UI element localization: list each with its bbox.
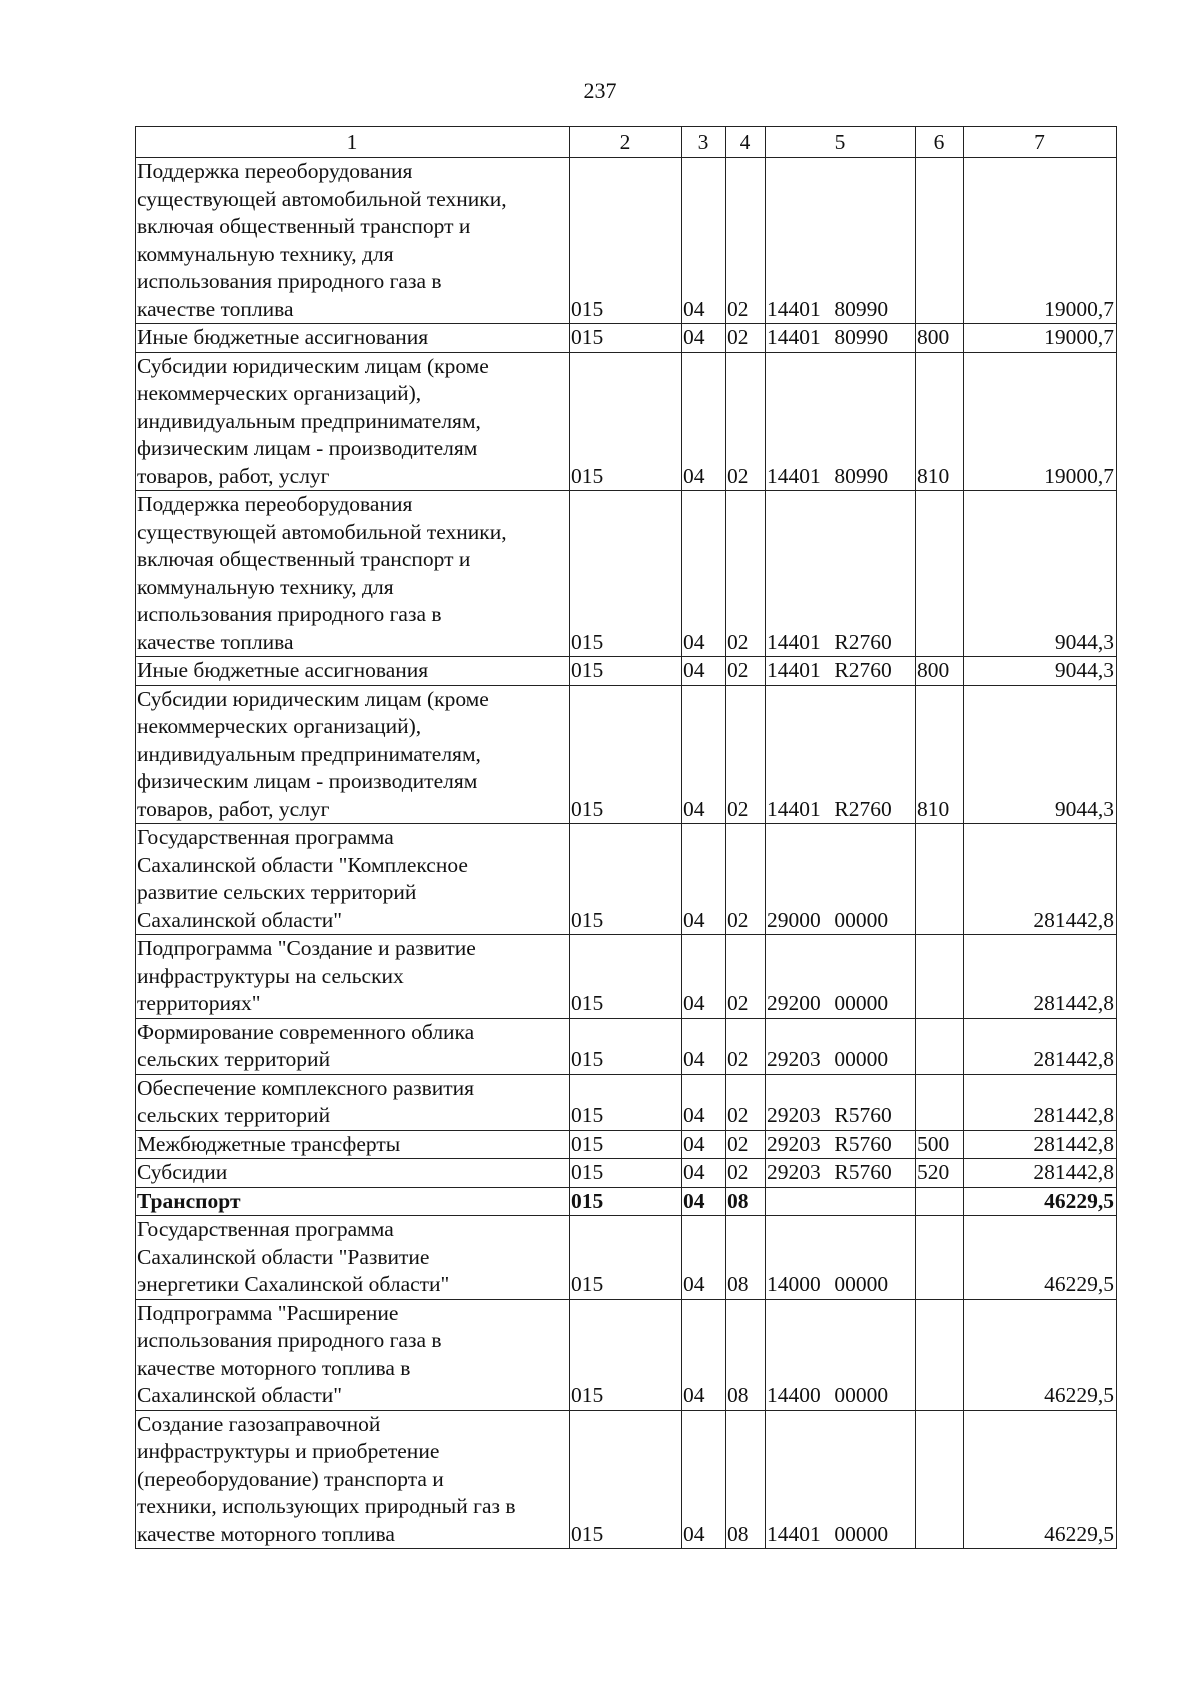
code-part-a: 29000 [767,907,821,932]
row-name-cell: Субсидии юридическим лицам (кроме некоммерческих организаций), индивидуальным предпринимателям, физическим лицам - производителям товаров, работ, услуг [136,685,570,824]
row-col2-cell: 015 [570,1216,682,1300]
header-cell-2: 2 [570,127,682,158]
table-row [136,1216,1117,1300]
row-code-cell [766,935,916,1019]
code-part-a: 29203 [767,1047,821,1071]
row-code-cell [766,1410,916,1549]
code-part-a: 14401 [767,296,821,321]
row-col2-cell: 015 [570,824,682,935]
row-col3-cell: 04 [682,1130,726,1159]
row-col6-cell [916,491,964,657]
row-amount-cell: 281442,8 [964,1159,1117,1188]
code-part-b: R5760 [834,1160,892,1184]
row-col6-cell: 500 [916,1130,964,1159]
row-col6-cell [916,1018,964,1074]
table-row [136,1130,1117,1159]
row-col6-cell [916,824,964,935]
table-row [136,935,1117,1019]
row-amount-cell: 281442,8 [964,1018,1117,1074]
row-amount-cell: 19000,7 [964,352,1117,491]
row-amount-cell: 281442,8 [964,935,1117,1019]
code-part-b: 80990 [834,296,889,321]
row-col6-cell: 800 [916,324,964,353]
header-cell-5: 5 [766,127,916,158]
row-name-cell: Поддержка переоборудования существующей автомобильной техники, включая общественный транспорт и коммунальную технику, для использования природного газа в качестве топлива [136,158,570,324]
row-name-cell: Подпрограмма "Расширение использования природного газа в качестве моторного топлива в Сахалинской области" [136,1299,570,1410]
row-amount-cell: 281442,8 [964,824,1117,935]
row-col4-cell: 08 [726,1216,766,1300]
row-name-cell: Иные бюджетные ассигнования [136,657,570,686]
code-part-b: R2760 [834,629,892,654]
code-part-a: 14401 [767,629,821,654]
row-col2-cell: 015 [570,491,682,657]
code-part-a: 14401 [767,325,821,349]
code-part-a: 29203 [767,1103,821,1127]
row-amount-cell: 281442,8 [964,1130,1117,1159]
row-code-cell [766,324,916,353]
row-amount-cell: 46229,5 [964,1216,1117,1300]
row-code-cell [766,1299,916,1410]
code-part-a: 29203 [767,1131,821,1156]
row-col2-cell: 015 [570,935,682,1019]
table-row [136,1018,1117,1074]
row-amount-cell: 9044,3 [964,491,1117,657]
row-name-cell: Иные бюджетные ассигнования [136,324,570,353]
row-col4-cell: 02 [726,824,766,935]
row-col4-cell: 02 [726,657,766,686]
table-row [136,1299,1117,1410]
row-code-cell [766,824,916,935]
row-col4-cell: 02 [726,1074,766,1130]
code-part-a: 14401 [767,463,821,488]
row-col4-cell: 08 [726,1187,766,1216]
row-col2-cell: 015 [570,158,682,324]
code-part-b: 00000 [834,1383,889,1407]
row-name-cell: Транспорт [136,1187,570,1216]
row-name-cell: Подпрограмма "Создание и развитие инфраструктуры на сельских территориях" [136,935,570,1019]
table-row [136,1159,1117,1188]
header-cell-7: 7 [964,127,1117,158]
code-part-b: 80990 [834,325,889,349]
header-cell-3: 3 [682,127,726,158]
row-name-cell: Формирование современного облика сельских территорий [136,1018,570,1074]
row-name-cell: Субсидии [136,1159,570,1188]
table-row [136,324,1117,353]
row-name-cell: Поддержка переоборудования существующей автомобильной техники, включая общественный транспорт и коммунальную технику, для использования природного газа в качестве топлива [136,491,570,657]
row-code-cell [766,1159,916,1188]
code-part-b: R5760 [834,1131,892,1156]
row-col4-cell: 02 [726,685,766,824]
code-part-b: 00000 [834,907,889,932]
code-part-a: 14401 [767,658,821,682]
row-col2-cell: 015 [570,657,682,686]
row-col2-cell: 015 [570,1159,682,1188]
code-part-a: 14401 [767,796,821,821]
row-amount-cell: 9044,3 [964,657,1117,686]
code-part-b: 00000 [834,1521,889,1546]
row-col3-cell: 04 [682,1216,726,1300]
row-col3-cell: 04 [682,324,726,353]
row-col3-cell: 04 [682,1018,726,1074]
row-col2-cell: 015 [570,1299,682,1410]
row-col2-cell: 015 [570,324,682,353]
header-row [136,127,1117,158]
row-col6-cell [916,1216,964,1300]
table-body [136,158,1117,1549]
row-col4-cell: 02 [726,1130,766,1159]
row-code-cell [766,685,916,824]
row-code-cell [766,1216,916,1300]
page-number: 237 [583,78,617,103]
code-part-b: 80990 [834,463,889,488]
row-col6-cell [916,158,964,324]
row-col3-cell: 04 [682,824,726,935]
row-code-cell [766,1018,916,1074]
row-amount-cell: 19000,7 [964,158,1117,324]
row-col6-cell: 810 [916,352,964,491]
code-part-b: 00000 [834,991,889,1015]
table-row [136,657,1117,686]
row-name-cell: Межбюджетные трансферты [136,1130,570,1159]
row-col3-cell: 04 [682,1074,726,1130]
row-col3-cell: 04 [682,352,726,491]
row-col6-cell [916,1410,964,1549]
row-col4-cell: 02 [726,158,766,324]
row-col4-cell: 02 [726,1018,766,1074]
row-name-cell: Создание газозаправочной инфраструктуры и приобретение (переоборудование) транспорта и техники, использующих природный газ в качестве моторного топлива [136,1410,570,1549]
row-col4-cell: 02 [726,324,766,353]
code-part-b: 00000 [834,1047,889,1071]
row-name-cell: Обеспечение комплексного развития сельских территорий [136,1074,570,1130]
row-col2-cell: 015 [570,1410,682,1549]
row-col3-cell: 04 [682,657,726,686]
row-col6-cell: 810 [916,685,964,824]
header-cell-6: 6 [916,127,964,158]
row-col2-cell: 015 [570,352,682,491]
code-part-a: 14400 [767,1383,821,1407]
code-part-a: 14000 [767,1272,821,1296]
row-name-cell: Государственная программа Сахалинской области "Развитие энергетики Сахалинской области" [136,1216,570,1300]
table-row [136,158,1117,324]
table-row [136,685,1117,824]
header-cell-1: 1 [136,127,570,158]
row-code-cell [766,1187,916,1216]
row-name-cell: Государственная программа Сахалинской области "Комплексное развитие сельских территорий Сахалинской области" [136,824,570,935]
row-code-cell [766,158,916,324]
row-col3-cell: 04 [682,935,726,1019]
row-col2-cell: 015 [570,685,682,824]
row-col3-cell: 04 [682,685,726,824]
row-code-cell [766,657,916,686]
code-part-a: 29203 [767,1160,821,1184]
row-col6-cell: 800 [916,657,964,686]
table-row [136,1074,1117,1130]
row-col3-cell: 04 [682,1410,726,1549]
row-col2-cell: 015 [570,1074,682,1130]
row-code-cell [766,1074,916,1130]
row-amount-cell: 281442,8 [964,1074,1117,1130]
row-code-cell [766,1130,916,1159]
code-part-b: 00000 [834,1272,889,1296]
header-cell-4: 4 [726,127,766,158]
row-col3-cell: 04 [682,491,726,657]
code-part-a: 29200 [767,991,821,1015]
row-col2-cell: 015 [570,1018,682,1074]
row-amount-cell: 19000,7 [964,324,1117,353]
row-col6-cell [916,1074,964,1130]
table-row [136,1410,1117,1549]
row-col6-cell [916,1187,964,1216]
row-code-cell [766,352,916,491]
row-col4-cell: 08 [726,1410,766,1549]
row-col4-cell: 08 [726,1299,766,1410]
row-col6-cell [916,935,964,1019]
row-amount-cell: 9044,3 [964,685,1117,824]
row-col2-cell: 015 [570,1187,682,1216]
row-col4-cell: 02 [726,352,766,491]
code-part-b: R2760 [834,796,892,821]
code-part-b: R5760 [834,1103,892,1127]
code-part-b: R2760 [834,658,892,682]
budget-table [135,126,1117,1549]
row-col6-cell: 520 [916,1159,964,1188]
row-col3-cell: 04 [682,1159,726,1188]
row-amount-cell: 46229,5 [964,1410,1117,1549]
table-row [136,1187,1117,1216]
table-row [136,491,1117,657]
row-col3-cell: 04 [682,158,726,324]
table-row [136,352,1117,491]
code-part-a: 14401 [767,1521,821,1546]
row-col4-cell: 02 [726,1159,766,1188]
table-row [136,824,1117,935]
row-col6-cell [916,1299,964,1410]
row-code-cell [766,491,916,657]
row-col3-cell: 04 [682,1299,726,1410]
row-name-cell: Субсидии юридическим лицам (кроме некоммерческих организаций), индивидуальным предпринимателям, физическим лицам - производителям товаров, работ, услуг [136,352,570,491]
row-col3-cell: 04 [682,1187,726,1216]
row-col4-cell: 02 [726,935,766,1019]
row-amount-cell: 46229,5 [964,1299,1117,1410]
row-col4-cell: 02 [726,491,766,657]
row-amount-cell: 46229,5 [964,1187,1117,1216]
row-col2-cell: 015 [570,1130,682,1159]
